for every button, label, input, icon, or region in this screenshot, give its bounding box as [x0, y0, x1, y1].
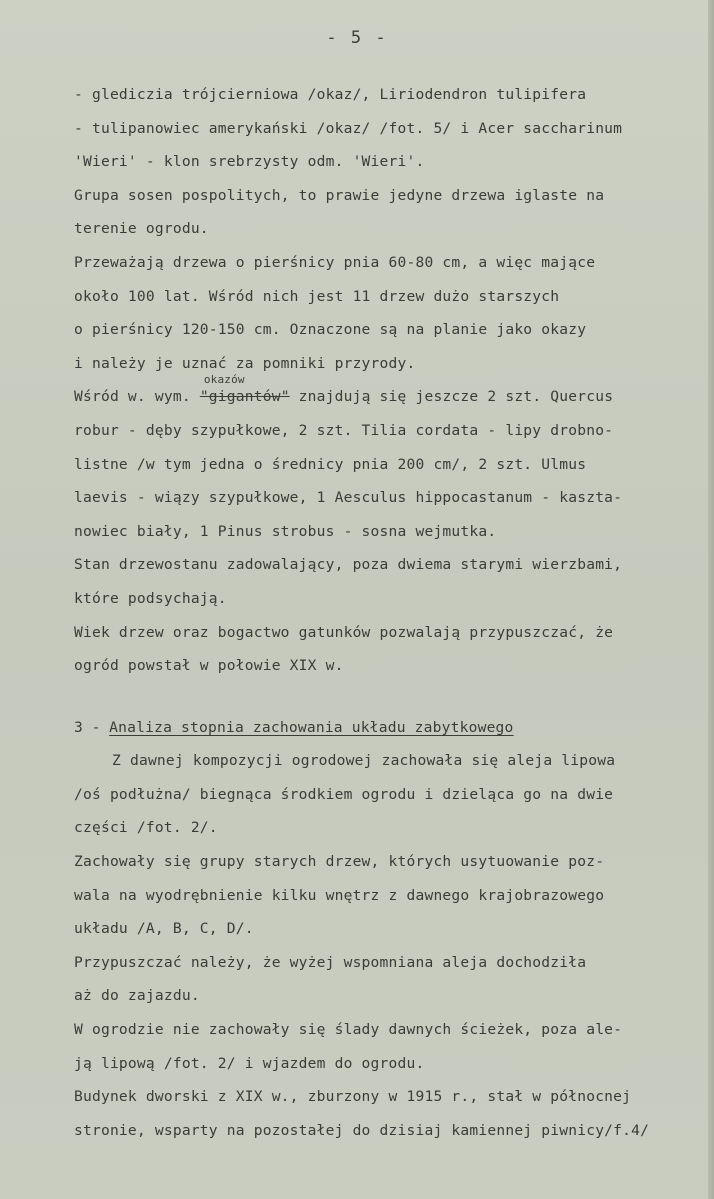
text-line: ją lipową /fot. 2/ i wjazdem do ogrodu. [74, 1054, 425, 1072]
text-line: Zachowały się grupy starych drzew, których usytuowanie poz- [74, 853, 605, 871]
handwritten-correction: okazów [203, 373, 245, 387]
text-line: i należy je uznać za pomniki przyrody. [74, 354, 416, 372]
text-line: - glediczia trójcierniowa /okaz/, Liriodendron tulipifera [74, 86, 587, 103]
text-line: Wiek drzew oraz bogactwo gatunków pozwalają przypuszczać, że [74, 623, 614, 641]
text-fragment: Wśród w. wym. [74, 388, 200, 406]
text-line-with-correction [74, 373, 702, 414]
section-title: Analiza stopnia zachowania układu zabytkowego [109, 718, 514, 736]
text-line: robur - dęby szypułkowe, 2 szt. Tilia cordata - lipy drobno- [74, 421, 614, 439]
text-line: Stan drzewostanu zadowalający, poza dwiema starymi wierzbami, [74, 556, 623, 574]
section-heading [74, 711, 702, 745]
corrected-word [199, 373, 290, 414]
text-line: stronie, wsparty na pozostałej do dzisiaj kamiennej piwnicy/f.4/ [74, 1121, 650, 1139]
section-number: 3 - [74, 718, 110, 736]
text-line: /oś podłużna/ biegnąca środkiem ogrodu i dzieląca go na dwie [74, 785, 614, 803]
text-line: Z dawnej kompozycji ogrodowej zachowała się aleja lipowa [112, 752, 616, 770]
text-fragment: znajdują się jeszcze 2 szt. Quercus [289, 388, 614, 406]
text-line: Budynek dworski z XIX w., zburzony w 1915 r., stał w północnej [74, 1088, 632, 1106]
text-line: o pierśnicy 120-150 cm. Oznaczone są na planie jako okazy [74, 321, 587, 339]
text-line: nowiec biały, 1 Pinus strobus - sosna wejmutka. [74, 522, 497, 540]
text-line: Grupa sosen pospolitych, to prawie jedyne drzewa iglaste na [74, 186, 605, 204]
text-line: około 100 lat. Wśród nich jest 11 drzew dużo starszych [74, 287, 560, 305]
struck-word: "gigantów" [199, 388, 290, 406]
section-gap [74, 683, 702, 707]
text-line: układu /A, B, C, D/. [74, 920, 254, 938]
text-line: które podsychają. [74, 589, 227, 607]
text-line: Przeważają drzewa o pierśnicy pnia 60-80 cm, a więc mające [74, 253, 596, 271]
text-line: W ogrodzie nie zachowały się ślady dawnych ścieżek, poza ale- [74, 1021, 623, 1039]
text-line: ogród powstał w połowie XIX w. [74, 657, 344, 675]
text-line: - tulipanowiec amerykański /okaz/ /fot. 5/ i Acer saccharinum [74, 119, 623, 137]
text-line: wala na wyodrębnienie kilku wnętrz z dawnego krajobrazowego [74, 886, 605, 904]
document-body [74, 78, 702, 1147]
text-line: Przypuszczać należy, że wyżej wspomniana aleja dochodziła [74, 953, 587, 971]
text-line: części /fot. 2/. [74, 819, 218, 837]
text-line: laevis - wiązy szypułkowe, 1 Aesculus hippocastanum - kaszta- [74, 489, 623, 507]
text-line: 'Wieri' - klon srebrzysty odm. 'Wieri'. [74, 153, 425, 171]
text-line: listne /w tym jedna o średnicy pnia 200 cm/, 2 szt. Ulmus [74, 455, 587, 473]
text-line: terenie ogrodu. [74, 220, 209, 238]
page-edge [708, 0, 714, 1199]
text-line: aż do zajazdu. [74, 987, 200, 1005]
page-number: - 5 - [326, 28, 388, 48]
